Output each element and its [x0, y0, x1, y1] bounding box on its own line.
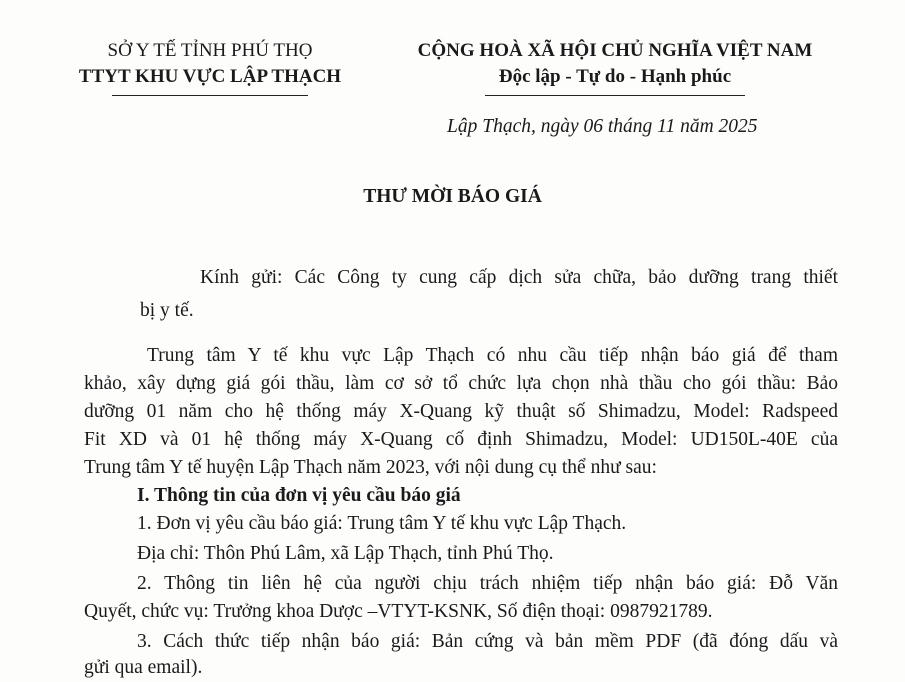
section-1-item-2-line-1: 2. Thông tin liên hệ của người chịu trách nhiệm tiếp nhận báo giá: Đỗ Văn	[137, 573, 838, 594]
motto-underline	[485, 95, 745, 96]
unit-underline	[112, 95, 308, 96]
section-1-item-3-line-2: gửi qua email).	[84, 657, 203, 678]
national-motto: Độc lập - Tự do - Hạnh phúc	[498, 66, 732, 87]
recipient-line-1: Kính gửi: Các Công ty cung cấp dịch sửa chữa, bảo dưỡng trang thiết	[200, 267, 838, 288]
recipient-line-2: bị y tế.	[140, 300, 194, 321]
date-line: Lập Thạch, ngày 06 tháng 11 năm 2025	[447, 116, 758, 137]
intro-line-3: dưỡng 01 năm cho hệ thống máy X-Quang kỹ thuật số Shimadzu, Model: Radspeed	[84, 401, 838, 422]
agency-name: SỞ Y TẾ TỈNH PHÚ THỌ	[107, 40, 313, 61]
intro-line-2: khảo, xây dựng giá gói thầu, làm cơ sở tổ chức lựa chọn nhà thầu cho gói thầu: Bảo	[84, 373, 838, 394]
intro-line-5: Trung tâm Y tế huyện Lập Thạch năm 2023, với nội dung cụ thể như sau:	[84, 457, 657, 478]
document-title: THƯ MỜI BÁO GIÁ	[363, 186, 542, 207]
section-1-address: Địa chỉ: Thôn Phú Lâm, xã Lập Thạch, tỉnh Phú Thọ.	[137, 543, 554, 564]
intro-line-1: Trung tâm Y tế khu vực Lập Thạch có nhu cầu tiếp nhận báo giá để tham	[147, 345, 838, 366]
section-1-item-2-line-2: Quyết, chức vụ: Trưởng khoa Dược –VTYT-KSNK, Số điện thoại: 0987921789.	[84, 601, 713, 622]
intro-line-4: Fit XD và 01 hệ thống máy X-Quang cố định Shimadzu, Model: UD150L-40E của	[84, 429, 838, 450]
unit-name: TTYT KHU VỰC LẬP THẠCH	[78, 66, 342, 87]
section-1-heading: I. Thông tin của đơn vị yêu cầu báo giá	[137, 485, 461, 506]
section-1-item-1: 1. Đơn vị yêu cầu báo giá: Trung tâm Y tế khu vực Lập Thạch.	[137, 513, 627, 534]
section-1-item-3-line-1: 3. Cách thức tiếp nhận báo giá: Bản cứng và bản mềm PDF (đã đóng dấu và	[137, 631, 838, 652]
national-title: CỘNG HOÀ XÃ HỘI CHỦ NGHĨA VIỆT NAM	[417, 40, 813, 61]
